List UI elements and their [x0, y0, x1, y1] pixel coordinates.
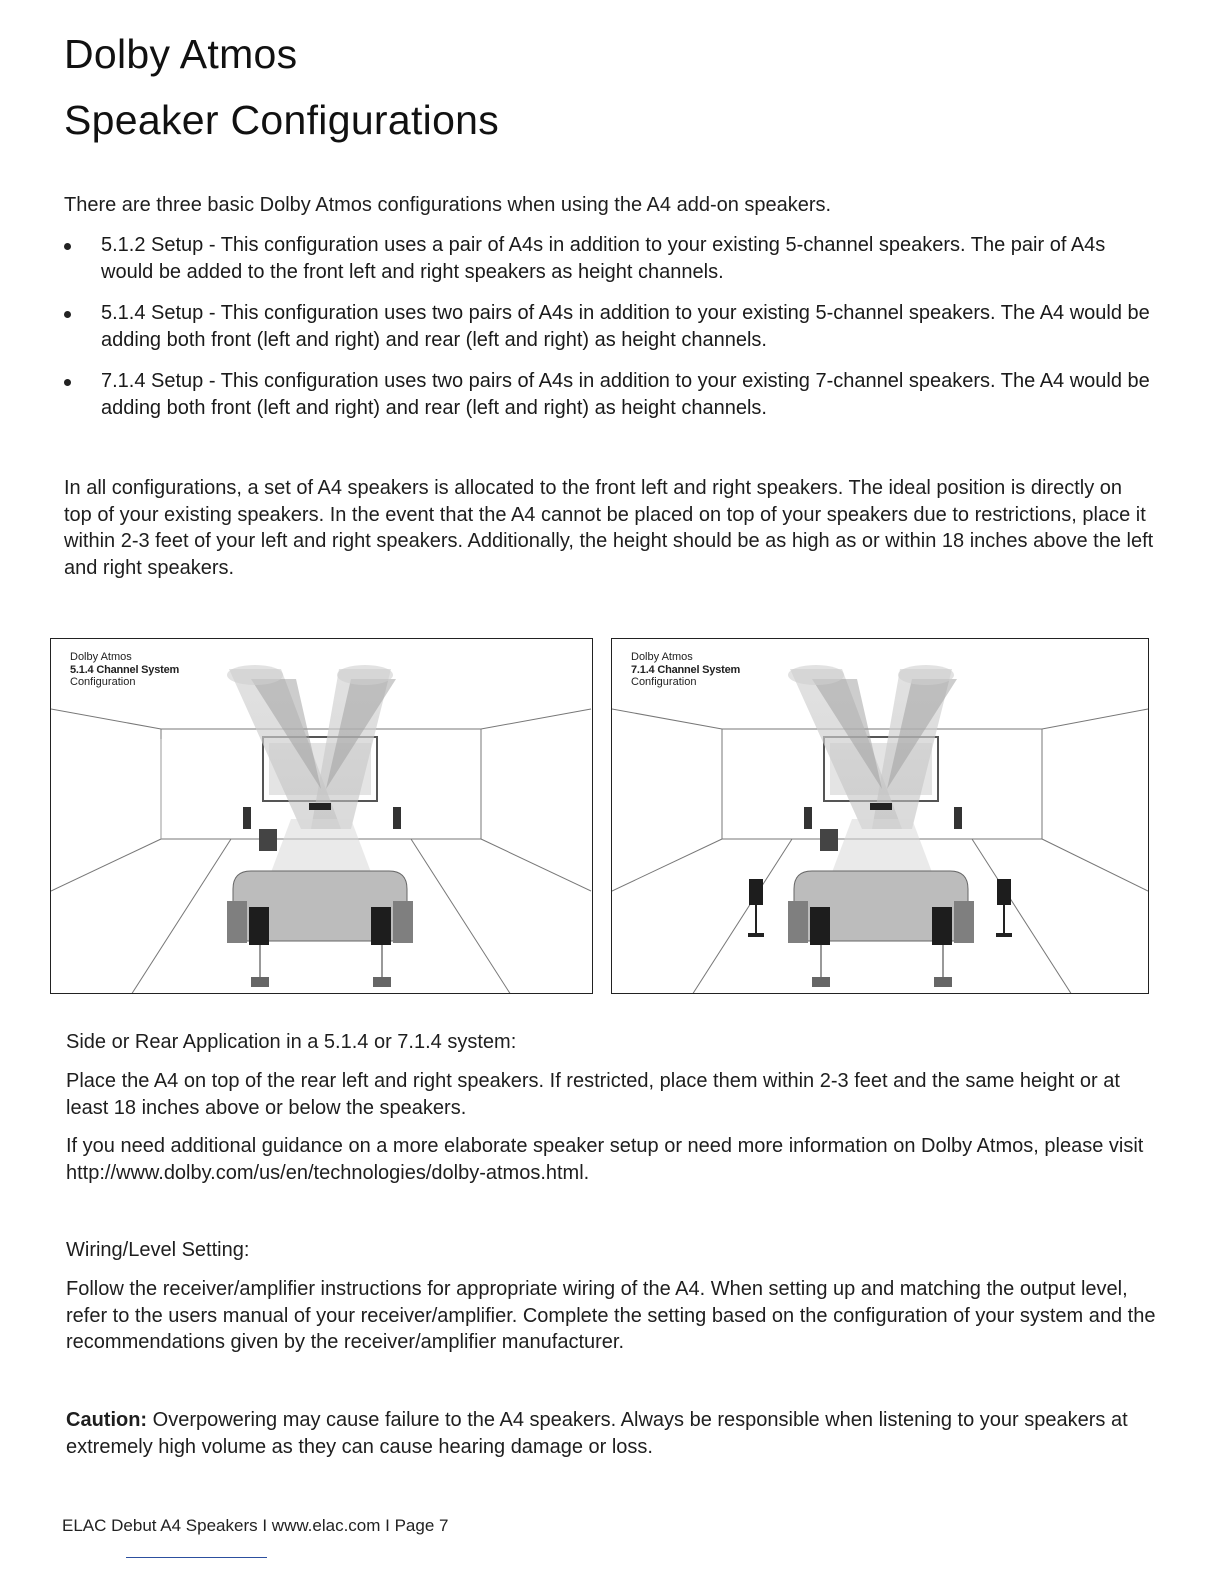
figure-714-configuration	[611, 638, 1149, 994]
figure-label-line-3: Configuration	[631, 676, 697, 688]
bullet-icon	[64, 379, 71, 386]
side-rear-body: Place the A4 on top of the rear left and right speakers. If restricted, place them within 2-3 feet and the same height or at least 18 inches above or below the speakers.	[66, 1070, 1120, 1119]
guidance-paragraph: If you need additional guidance on a more elaborate speaker setup or need more information on Dolby Atmos, please visit http://www.dolby.com/us/en/technologies/dolby-atmos.html.	[66, 1135, 1144, 1184]
figure-514-configuration	[50, 638, 593, 994]
page-title-line-2: Speaker Configurations	[64, 97, 500, 143]
list-item	[64, 368, 1154, 421]
footer-link-underline	[126, 1557, 267, 1558]
page-title-line-1: Dolby Atmos	[64, 31, 298, 77]
caution-label: Caution:	[66, 1409, 148, 1431]
room-diagram-514	[51, 639, 593, 994]
wiring-heading: Wiring/Level Setting:	[66, 1239, 250, 1261]
caution-paragraph	[66, 1407, 1156, 1460]
intro-paragraph: There are three basic Dolby Atmos configurations when using the A4 add-on speakers.	[64, 194, 832, 216]
list-item	[64, 300, 1154, 353]
bullet-icon	[64, 243, 71, 250]
room-diagram-714	[612, 639, 1149, 994]
setup-list	[64, 232, 1154, 436]
figure-label	[70, 651, 179, 689]
figure-label-line-2: 7.1.4 Channel System	[631, 663, 741, 676]
setup-text: 7.1.4 Setup - This configuration uses two pairs of A4s in addition to your existing 7-channel speakers. The A4 would be adding both front (left and right) and rear (left and right) as height channels.	[101, 370, 1150, 419]
figure-label-line-1: Dolby Atmos	[70, 651, 132, 663]
wiring-body: Follow the receiver/amplifier instructions for appropriate wiring of the A4. When setting up and matching the output level, refer to the users manual of your receiver/amplifier. Complete the setting based on the configuration of your system and the recommendations given by the receiver/amplifier manufacturer.	[66, 1278, 1156, 1353]
page-footer: ELAC Debut A4 Speakers I www.elac.com I Page 7	[62, 1516, 449, 1535]
bullet-icon	[64, 311, 71, 318]
figure-label	[631, 651, 740, 689]
figure-label-line-1: Dolby Atmos	[631, 651, 693, 663]
figure-label-line-2: 5.1.4 Channel System	[70, 663, 180, 676]
list-item	[64, 232, 1154, 285]
figure-label-line-3: Configuration	[70, 676, 136, 688]
setup-text: 5.1.2 Setup - This configuration uses a pair of A4s in addition to your existing 5-channel speakers. The pair of A4s would be added to the front left and right speakers as height channels.	[101, 234, 1106, 283]
placement-paragraph: In all configurations, a set of A4 speakers is allocated to the front left and right speakers. The ideal position is directly on top of your existing speakers. In the event that the A4 cannot be placed on top of your speakers due to restrictions, place it within 2-3 feet of your left and right speakers. Additionally, the height should be as high as or within 18 inches above the left and right speakers.	[64, 477, 1154, 579]
caution-body: Overpowering may cause failure to the A4 speakers. Always be responsible when listening to your speakers at extremely high volume as they can cause hearing damage or loss.	[66, 1409, 1128, 1458]
side-rear-heading: Side or Rear Application in a 5.1.4 or 7.1.4 system:	[66, 1031, 517, 1053]
setup-text: 5.1.4 Setup - This configuration uses two pairs of A4s in addition to your existing 5-channel speakers. The A4 would be adding both front (left and right) and rear (left and right) as height channels.	[101, 302, 1150, 351]
